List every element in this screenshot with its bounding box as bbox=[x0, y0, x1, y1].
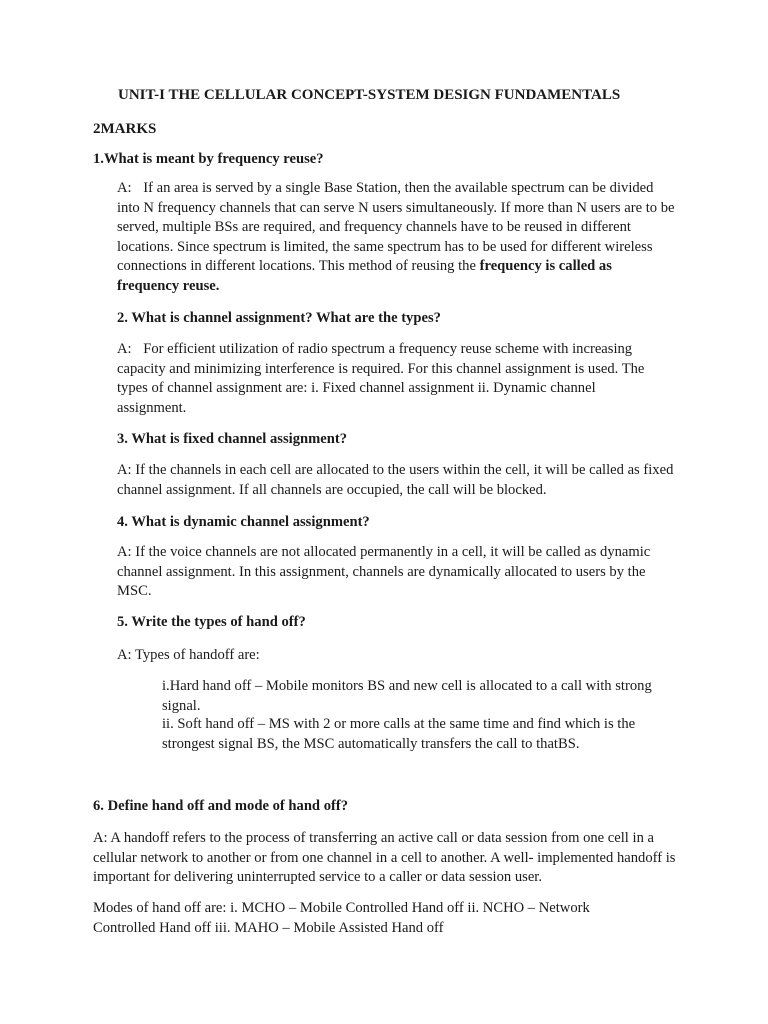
answer-1-text: If an area is served by a single Base Station, then the available spectrum can be divided into N frequency channels that can serve N users simultaneously. If more than N users are to be served, multiple BSs are required, and frequency channels have to be reused in different locations. Since spectrum is limited, the same spectrum has to be used for different wireless connections in different locations. This method of reusing the bbox=[117, 180, 675, 275]
answer-label: A: bbox=[117, 180, 132, 196]
handoff-type-2: ii. Soft hand off – MS with 2 or more calls at the same time and find which is the strongest signal BS, the MSC automatically transfers the call to thatBS. bbox=[162, 716, 636, 752]
question-1: 1.What is meant by frequency reuse? bbox=[93, 151, 324, 167]
answer-1 bbox=[117, 179, 677, 297]
answer-1-bold-text: frequency is called as frequency reuse. bbox=[117, 258, 612, 294]
answer-6: A: A handoff refers to the process of transferring an active call or data session from one cell in a cellular network to another or from one channel in a cell to another. A well- implemented handoff is important for delivering uninterrupted service to a caller or data session user. bbox=[93, 830, 676, 886]
answer-5: A: Types of handoff are: bbox=[117, 647, 260, 663]
answer-label: A: bbox=[117, 341, 132, 357]
answer-2 bbox=[117, 340, 662, 418]
handoff-modes: Modes of hand off are: i. MCHO – Mobile Controlled Hand off ii. NCHO – Network Controlled Hand off iii. MAHO – Mobile Assisted Hand off bbox=[93, 900, 590, 936]
section-heading: 2MARKS bbox=[93, 121, 157, 137]
question-6: 6. Define hand off and mode of hand off? bbox=[93, 798, 349, 814]
answer-3: A: If the channels in each cell are allocated to the users within the cell, it will be called as fixed channel assignment. If all channels are occupied, the call will be blocked. bbox=[117, 462, 674, 498]
question-4: 4. What is dynamic channel assignment? bbox=[117, 514, 370, 530]
page-title: UNIT-I THE CELLULAR CONCEPT-SYSTEM DESIGN FUNDAMENTALS bbox=[118, 87, 621, 103]
question-2: 2. What is channel assignment? What are the types? bbox=[117, 310, 441, 326]
answer-2-text: For efficient utilization of radio spectrum a frequency reuse scheme with increasing capacity and minimizing interference is required. For this channel assignment is used. The types of channel assignment are: i. Fixed channel assignment ii. Dynamic channel assignment. bbox=[117, 341, 645, 416]
question-5: 5. Write the types of hand off? bbox=[117, 614, 306, 630]
question-3: 3. What is fixed channel assignment? bbox=[117, 431, 348, 447]
answer-4: A: If the voice channels are not allocated permanently in a cell, it will be called as dynamic channel assignment. In this assignment, channels are dynamically allocated to users by the MSC. bbox=[117, 544, 651, 600]
handoff-type-1: i.Hard hand off – Mobile monitors BS and new cell is allocated to a call with strong signal. bbox=[162, 678, 652, 714]
